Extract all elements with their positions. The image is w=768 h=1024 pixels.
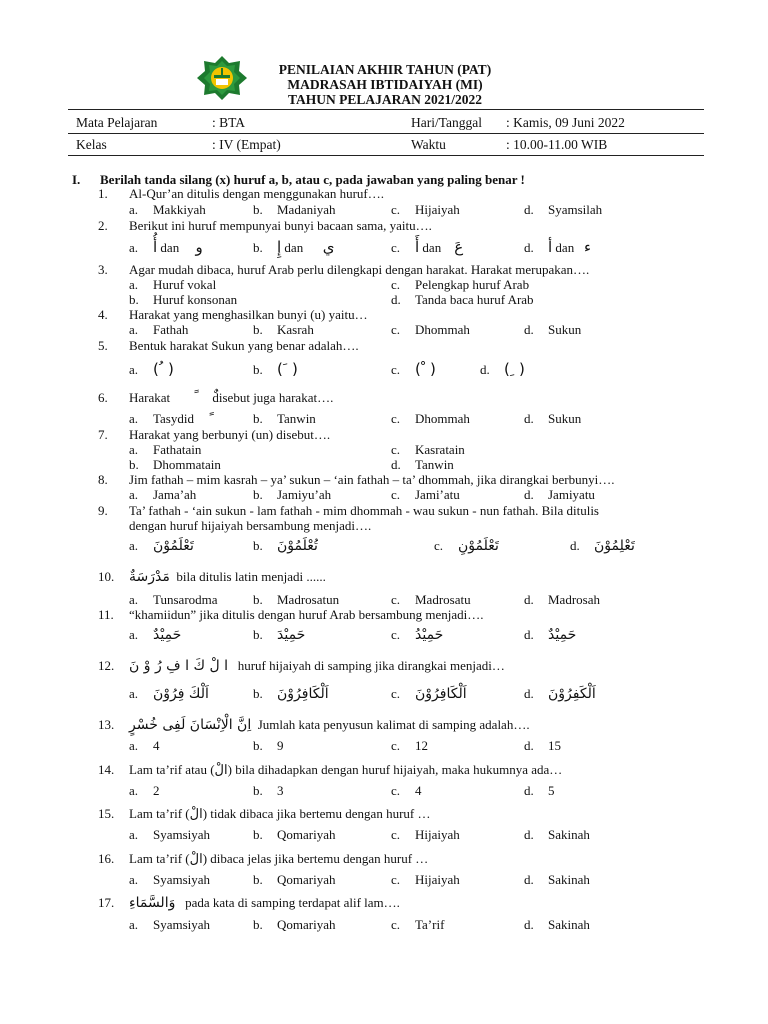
header-line-2: MADRASAH IBTIDAIYAH (MI) [287,77,483,92]
question-5-text: Bentuk harakat Sukun yang benar adalah…. [129,338,359,353]
q11-option-a[interactable]: a. حَمِيْدٌ [129,627,182,643]
q14-option-a[interactable]: a. 2 [129,783,160,798]
section-roman: I. [72,172,81,187]
q15-option-c[interactable]: c. Hijaiyah [391,827,460,842]
q2-option-b[interactable]: b. إِ dan ي [253,238,335,256]
q10-option-d[interactable]: d. Madrosah [524,592,600,607]
q6-option-b[interactable]: b. Tanwin [253,411,316,426]
q2-option-d[interactable]: d. أ dan ء [524,238,592,256]
q17-option-d[interactable]: d. Sakinah [524,917,590,932]
q4-option-d[interactable]: d. Sukun [524,322,582,337]
q7-option-d[interactable]: d. Tanwin [391,457,454,472]
q11-option-c[interactable]: c. حَمِيْدُ [391,627,444,643]
q16-option-a[interactable]: a. Syamsiyah [129,872,211,887]
q14-option-b[interactable]: b. 3 [253,783,284,798]
q15-option-d[interactable]: d. Sakinah [524,827,590,842]
time-value: : 10.00-11.00 WIB [506,137,608,152]
q15-option-b[interactable]: b. Qomariyah [253,827,336,842]
question-2-text: Berikut ini huruf mempunyai bunyi bacaan sama, yaitu…. [129,218,432,233]
question-4-text: Harakat yang menghasilkan bunyi (u) yaitu… [129,307,368,322]
info-rule-middle [68,133,704,134]
q17-option-c[interactable]: c. Ta’rif [391,917,445,932]
q5-option-d[interactable]: d. ( ِ ) [480,360,525,378]
question-9-line-1: Ta’ fathah - ‘ain sukun - lam fathah - mim dhommah - wau sukun - nun fathah. Bila ditulis [129,503,599,518]
q8-option-d[interactable]: d. Jamiyatu [524,487,595,502]
header-line-3: TAHUN PELAJARAN 2021/2022 [287,92,482,107]
exam-page: PENILAIAN AKHIR TAHUN (PAT) MADRASAH IBTIDAIYAH (MI) TAHUN PELAJARAN 2021/2022 Mata Pelajaran : BTA Hari/Tanggal : Kamis, 09 Juni 2022 Kelas : IV (Empat) Waktu : 10.00-11.00 WIB I. Berilah tanda silang (x) huruf a, b, atau c, pada jawaban yang paling benar ! 1. Al-Qur’an ditulis dengan menggunakan huruf…. a. Makkiyah b. Madaniyah c. Hijaiyah d. Syamsilah 2. Berikut ini huruf mempunyai bunyi bacaan sama, yaitu…. a. أُ dan و b. إِ dan ي c. أَ dan عَ d. أ dan ء 3. Agar mudah dibaca, huruf Arab perlu dilengkapi dengan harakat. Harakat merupakan…. a. Huruf vokal c. Pelengkap huruf Arab b. Huruf konsonan d. Tanda baca huruf Arab 4. Harakat yang menghasilkan bunyi (u) yaitu… a. Fathah b. Kasrah c. Dhommah d. Sukun 5. Bentuk harakat Sukun yang benar adalah…. a. ( ُ ) b. ( َ ) c. ( ْ ) d. ( ِ ) 6. Harakat disebut juga harakat…. a. Tasydid b. Tanwin c. Dhommah d. Sukun 7. Harakat yang berbunyi (un) disebut…. a. Fathatain c. Kasratain b. Dhommatain d. Tanwin 8. Jim fathah – mim kasrah – ya’ sukun – ‘ain fathah – ta’ dhommah, jika dirangkai berbunyi…. a. Jama’ah b. Jamiyu’ah c. Jami’atu d. Jamiyatu 9. Ta’ fathah - ‘ain sukun - lam fathah - mim dhommah - wau sukun - nun fathah. Bila ditulis dengan huruf hijaiyah bersambung menjadi…. a. تَعْلَمُوْنَ b. تُعْلَمُوْنَ c. تَعْلَمُوْنِ d. تَعْلِمُوْنَ 10. مَدْرَسَةٌ bila ditulis latin menjadi ...... a. Tunsarodma b. Madrosatun c. Madrosatu d. Madrosah 11. “khamiidun” jika ditulis dengan huruf Arab bersambung menjadi…. a. حَمِيْدٌ b. حَمِيْدَ c. حَمِيْدُ d. حَمِيْدٌ 12. ا لْ كَ ا فِ رُ وْ نَ huruf hijaiyah di samping jika dirangkai menjadi… a. اَلْكَ فِرُوْنَ b. اَلْكَافِرُوْنَ c. اَلْكَافِرُوْنَ d. اَلْكَفِرُوْنَ 13. اِنَّ الْاِنْسَانَ لَفِى خُسْرٍ Jumlah kata penyusun kalimat di samping adalah…. a. 4 b. 9 c. 12 d. 15 14. Lam ta’rif atau (الْ) bila dihadapkan dengan huruf hijaiyah, maka hukumnya ada… a. 2 b. 3 c. 4 d. 5 15. Lam ta’rif (الْ) tidak dibaca jika bertemu dengan huruf … a. Syamsiyah b. Qomariyah c. Hijaiyah d. Sakinah 16. Lam ta’rif (الْ) dibaca jelas jika bertemu dengan huruf … a. Syamsiyah b. Qomariyah c. Hijaiyah d. Sakinah 17. وَالسَّمَاءِ pada kata di samping terdapat alif lam…. a. Syamsiyah b. Qomariyah c. Ta’rif d. Sakinah [0,0,768,1024]
q6-option-d[interactable]: d. Sukun [524,411,582,426]
q1-option-d[interactable]: d. Syamsilah [524,202,603,217]
question-15-text: Lam ta’rif (الْ) tidak dibaca jika bertemu dengan huruf … [129,806,431,821]
question-11-text: “khamiidun” jika ditulis dengan huruf Arab bersambung menjadi…. [129,607,484,622]
q1-option-a[interactable]: a. Makkiyah [129,202,206,217]
q3-option-b[interactable]: b. Huruf konsonan [129,292,238,307]
q14-option-d[interactable]: d. 5 [524,783,555,798]
q4-option-a[interactable]: a. Fathah [129,322,189,337]
question-10-text: مَدْرَسَةٌ bila ditulis latin menjadi ...... [129,569,326,585]
header-rule-top [68,109,704,110]
q5-option-a[interactable]: a. ( ُ ) [129,360,174,378]
q9-option-b[interactable]: b. تُعْلَمُوْنَ [253,538,318,554]
q15-option-a[interactable]: a. Syamsiyah [129,827,211,842]
time-label: Waktu [411,137,446,152]
class-label: Kelas [76,137,107,152]
q8-option-a[interactable]: a. Jama’ah [129,487,197,502]
q2-option-c[interactable]: c. أَ dan عَ [391,238,464,256]
q13-option-c[interactable]: c. 12 [391,738,428,753]
question-13-text: اِنَّ الْاِنْسَانَ لَفِى خُسْرٍ Jumlah kata penyusun kalimat di samping adalah…. [129,717,530,733]
q1-option-c[interactable]: c. Hijaiyah [391,202,460,217]
q17-option-a[interactable]: a. Syamsiyah [129,917,211,932]
q6-option-a[interactable]: a. Tasydid [129,411,194,426]
question-6-text: Harakat disebut juga harakat…. [129,390,334,405]
header-line-1: PENILAIAN AKHIR TAHUN (PAT) [278,62,492,77]
q11-option-d[interactable]: d. حَمِيْدٌ [524,627,577,643]
question-7-text: Harakat yang berbunyi (un) disebut…. [129,427,331,442]
section-instruction: Berilah tanda silang (x) huruf a, b, atau c, pada jawaban yang paling benar ! [100,172,525,187]
q7-option-b[interactable]: b. Dhommatain [129,457,221,472]
q5-option-b[interactable]: b. ( َ ) [253,360,298,378]
q12-option-d[interactable]: d. اَلْكَفِرُوْنَ [524,686,596,702]
subject-value: : BTA [212,115,246,130]
q2-option-a[interactable]: a. أُ dan و [129,238,203,256]
q16-option-b[interactable]: b. Qomariyah [253,872,336,887]
subject-label: Mata Pelajaran [76,115,158,130]
question-16-text: Lam ta’rif (الْ) dibaca jelas jika bertemu dengan huruf … [129,851,429,866]
q1-option-b[interactable]: b. Madaniyah [253,202,336,217]
q13-option-d[interactable]: d. 15 [524,738,561,753]
question-9-line-2: dengan huruf hijaiyah bersambung menjadi…. [129,518,372,533]
q13-option-b[interactable]: b. 9 [253,738,284,753]
q3-option-c[interactable]: c. Pelengkap huruf Arab [391,277,530,292]
q3-option-d[interactable]: d. Tanda baca huruf Arab [391,292,534,307]
q7-option-c[interactable]: c. Kasratain [391,442,465,457]
q11-option-b[interactable]: b. حَمِيْدَ [253,627,306,643]
q10-option-c[interactable]: c. Madrosatu [391,592,471,607]
q16-option-c[interactable]: c. Hijaiyah [391,872,460,887]
class-value: : IV (Empat) [212,137,281,152]
q3-option-a[interactable]: a. Huruf vokal [129,277,217,292]
info-rule-bottom [68,155,704,156]
q8-option-c[interactable]: c. Jami’atu [391,487,460,502]
question-1-text: Al-Qur’an ditulis dengan menggunakan huruf…. [129,186,385,201]
q7-option-a[interactable]: a. Fathatain [129,442,202,457]
q17-option-b[interactable]: b. Qomariyah [253,917,336,932]
q12-option-c[interactable]: c. اَلْكَافِرُوْنَ [391,686,467,702]
q9-option-c[interactable]: c. تَعْلَمُوْنِ [434,538,499,554]
day-value: : Kamis, 09 Juni 2022 [506,115,625,130]
q8-option-b[interactable]: b. Jamiyu’ah [253,487,332,502]
kemenag-logo [196,55,248,101]
q16-option-d[interactable]: d. Sakinah [524,872,590,887]
question-14-text: Lam ta’rif atau (الْ) bila dihadapkan dengan huruf hijaiyah, maka hukumnya ada… [129,762,563,777]
q10-option-b[interactable]: b. Madrosatun [253,592,340,607]
q12-option-b[interactable]: b. اَلْكَافِرُوْنَ [253,686,329,702]
q12-option-a[interactable]: a. اَلْكَ فِرُوْنَ [129,686,209,702]
q4-option-c[interactable]: c. Dhommah [391,322,470,337]
q6-option-c[interactable]: c. Dhommah [391,411,470,426]
q13-option-a[interactable]: a. 4 [129,738,160,753]
day-label: Hari/Tanggal [411,115,483,130]
question-17-text: وَالسَّمَاءِ pada kata di samping terdapat alif lam…. [129,895,400,911]
question-3-text: Agar mudah dibaca, huruf Arab perlu dilengkapi dengan harakat. Harakat merupakan…. [129,262,590,277]
question-8-text: Jim fathah – mim kasrah – ya’ sukun – ‘ain fathah – ta’ dhommah, jika dirangkai berbunyi…. [129,472,615,487]
q5-option-c[interactable]: c. ( ْ ) [391,360,436,378]
q9-option-a[interactable]: a. تَعْلَمُوْنَ [129,538,194,554]
question-12-text: ا لْ كَ ا فِ رُ وْ نَ huruf hijaiyah di samping jika dirangkai menjadi… [129,658,505,674]
q10-option-a[interactable]: a. Tunsarodma [129,592,218,607]
q14-option-c[interactable]: c. 4 [391,783,422,798]
q4-option-b[interactable]: b. Kasrah [253,322,314,337]
q9-option-d[interactable]: d. تَعْلِمُوْنَ [570,538,635,554]
